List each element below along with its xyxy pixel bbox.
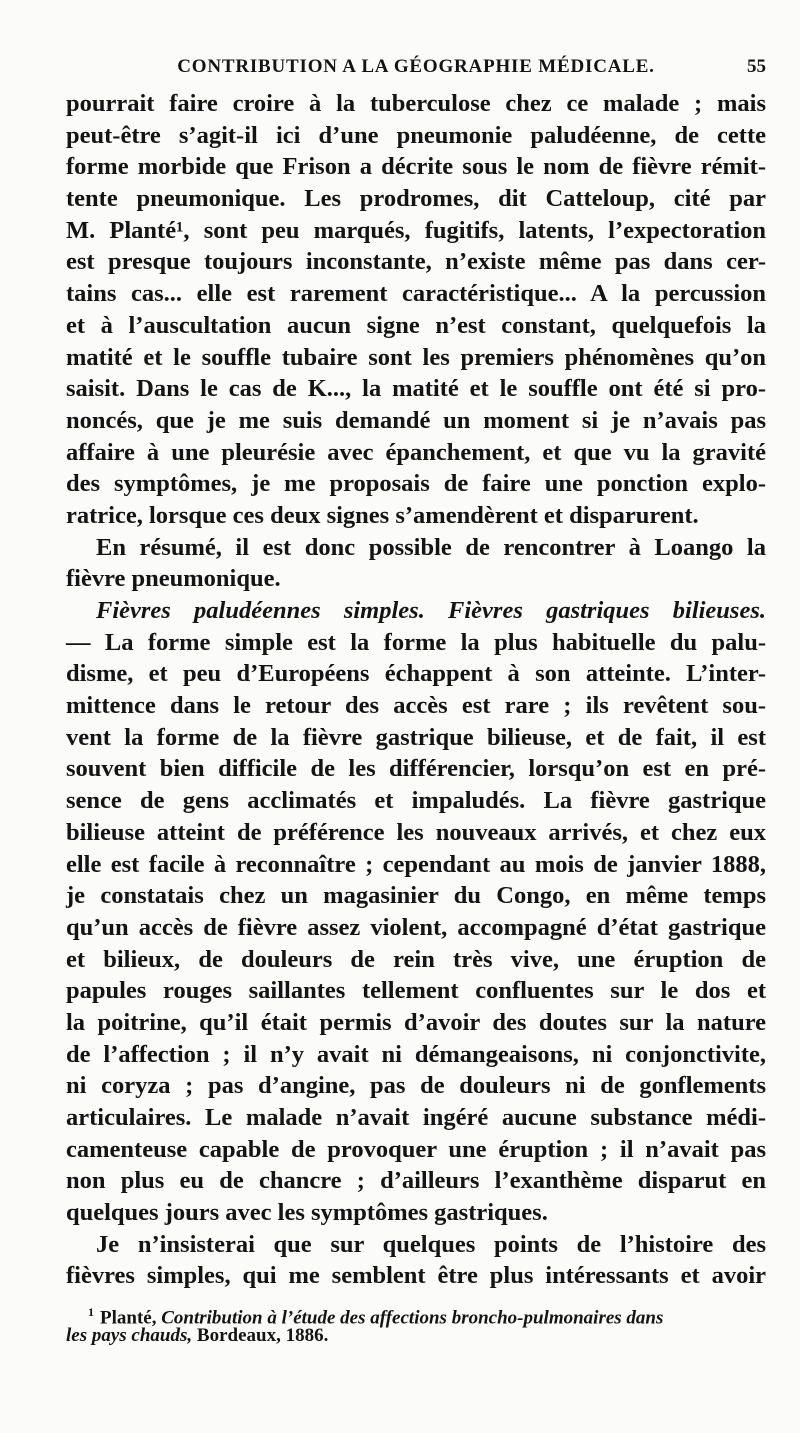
- text-line: non plus eu de chancre ; d’ailleurs l’exanthème disparut en: [66, 1167, 766, 1195]
- text-line: ratrice, lorsque ces deux signes s’amendèrent et disparurent.: [66, 501, 699, 529]
- footnote-publisher: Bordeaux, 1886.: [196, 1325, 329, 1346]
- text-line: matité et le souffle tubaire sont les premiers phénomènes qu’on: [66, 343, 766, 371]
- text-line: M. Planté¹, sont peu marqués, fugitifs, latents, l’expectoration: [66, 216, 766, 244]
- page-number: 55: [747, 56, 766, 77]
- footnote: [66, 1300, 766, 1348]
- page-header: [66, 52, 766, 86]
- text-line: disme, et peu d’Européens échappent à son atteinte. L’inter-: [66, 660, 766, 688]
- text-line: articulaires. Le malade n’avait ingéré aucune substance médi-: [66, 1104, 766, 1131]
- text-line: souvent bien difficile de les différencier, lorsqu’on est en pré-: [66, 755, 766, 783]
- text-line: En résumé, il est donc possible de rencontrer à Loango la: [96, 533, 766, 561]
- text-line: ni coryza ; pas d’angine, pas de douleurs ni de gonflements: [66, 1072, 766, 1100]
- text-line: elle est facile à reconnaître ; cependant au mois de janvier 1888,: [66, 850, 766, 878]
- text-line: fièvre pneumonique.: [66, 565, 281, 593]
- text-line: la poitrine, qu’il était permis d’avoir des doutes sur la nature: [66, 1008, 766, 1036]
- text-line: fièvres simples, qui me semblent être plus intéressants et avoir: [66, 1262, 766, 1290]
- text-line: Je n’insisterai que sur quelques points de l’histoire des: [96, 1230, 766, 1258]
- footnote-title-cont: les pays chauds,: [66, 1325, 193, 1346]
- text-line: de l’affection ; il n’y avait ni démangeaisons, ni conjonctivite,: [66, 1040, 766, 1068]
- text-line: forme morbide que Frison a décrite sous le nom de fièvre rémit-: [66, 153, 766, 181]
- text-line: camenteuse capable de provoquer une éruption ; il n’avait pas: [66, 1135, 766, 1163]
- text-line: tente pneumonique. Les prodromes, dit Catteloup, cité par: [66, 185, 766, 213]
- text-line: quelques jours avec les symptômes gastriques.: [66, 1199, 548, 1227]
- text-line: je constatais chez un magasinier du Congo, en même temps: [66, 882, 766, 910]
- text-line: — La forme simple est la forme la plus habituelle du palu-: [66, 628, 766, 656]
- text-line: qu’un accès de fièvre assez violent, accompagné d’état gastrique: [66, 913, 766, 941]
- text-line: et bilieux, de douleurs de rein très vive, une éruption de: [66, 945, 766, 973]
- footnote-title: Contribution à l’étude des affections broncho-pulmonaires dans: [161, 1307, 664, 1329]
- text-line: saisit. Dans le cas de K..., la matité et le souffle ont été si pro-: [66, 375, 766, 403]
- text-line: peut-être s’agit-il ici d’une pneumonie paludéenne, de cette: [66, 121, 766, 149]
- text-line: et à l’auscultation aucun signe n’est constant, quelquefois la: [66, 311, 766, 339]
- running-head: CONTRIBUTION A LA GÉOGRAPHIE MÉDICALE.: [177, 56, 655, 77]
- text-line: tains cas... elle est rarement caractéristique... A la percussion: [66, 280, 766, 308]
- footnote-author: Planté,: [100, 1307, 157, 1329]
- text-line: des symptômes, je me proposais de faire une ponction explo-: [66, 470, 766, 498]
- text-line: papules rouges saillantes tellement confluentes sur le dos et: [66, 977, 766, 1005]
- footnote-line: [66, 1300, 766, 1329]
- text-line: est presque toujours inconstante, n’existe même pas dans cer-: [66, 248, 766, 276]
- text-line: bilieuse atteint de préférence les nouveaux arrivés, et chez eux: [66, 818, 766, 846]
- body-text: [66, 88, 766, 1292]
- section-subheading: Fièvres paludéennes simples. Fièvres gastriques bilieuses.: [96, 597, 766, 624]
- text-line: vent la forme de la fièvre gastrique bilieuse, et de fait, il est: [66, 723, 766, 751]
- text-line: pourrait faire croire à la tuberculose chez ce malade ; mais: [66, 90, 766, 117]
- text-line: mittence dans le retour des accès est rare ; ils revêtent sou-: [66, 692, 766, 720]
- text-line: affaire à une pleurésie avec épanchement, et que vu la gravité: [66, 438, 766, 466]
- text-line: noncés, que je me suis demandé un moment si je n’avais pas: [66, 406, 766, 434]
- footnote-marker: 1: [88, 1305, 94, 1319]
- text-line: sence de gens acclimatés et impaludés. La fièvre gastrique: [66, 787, 766, 815]
